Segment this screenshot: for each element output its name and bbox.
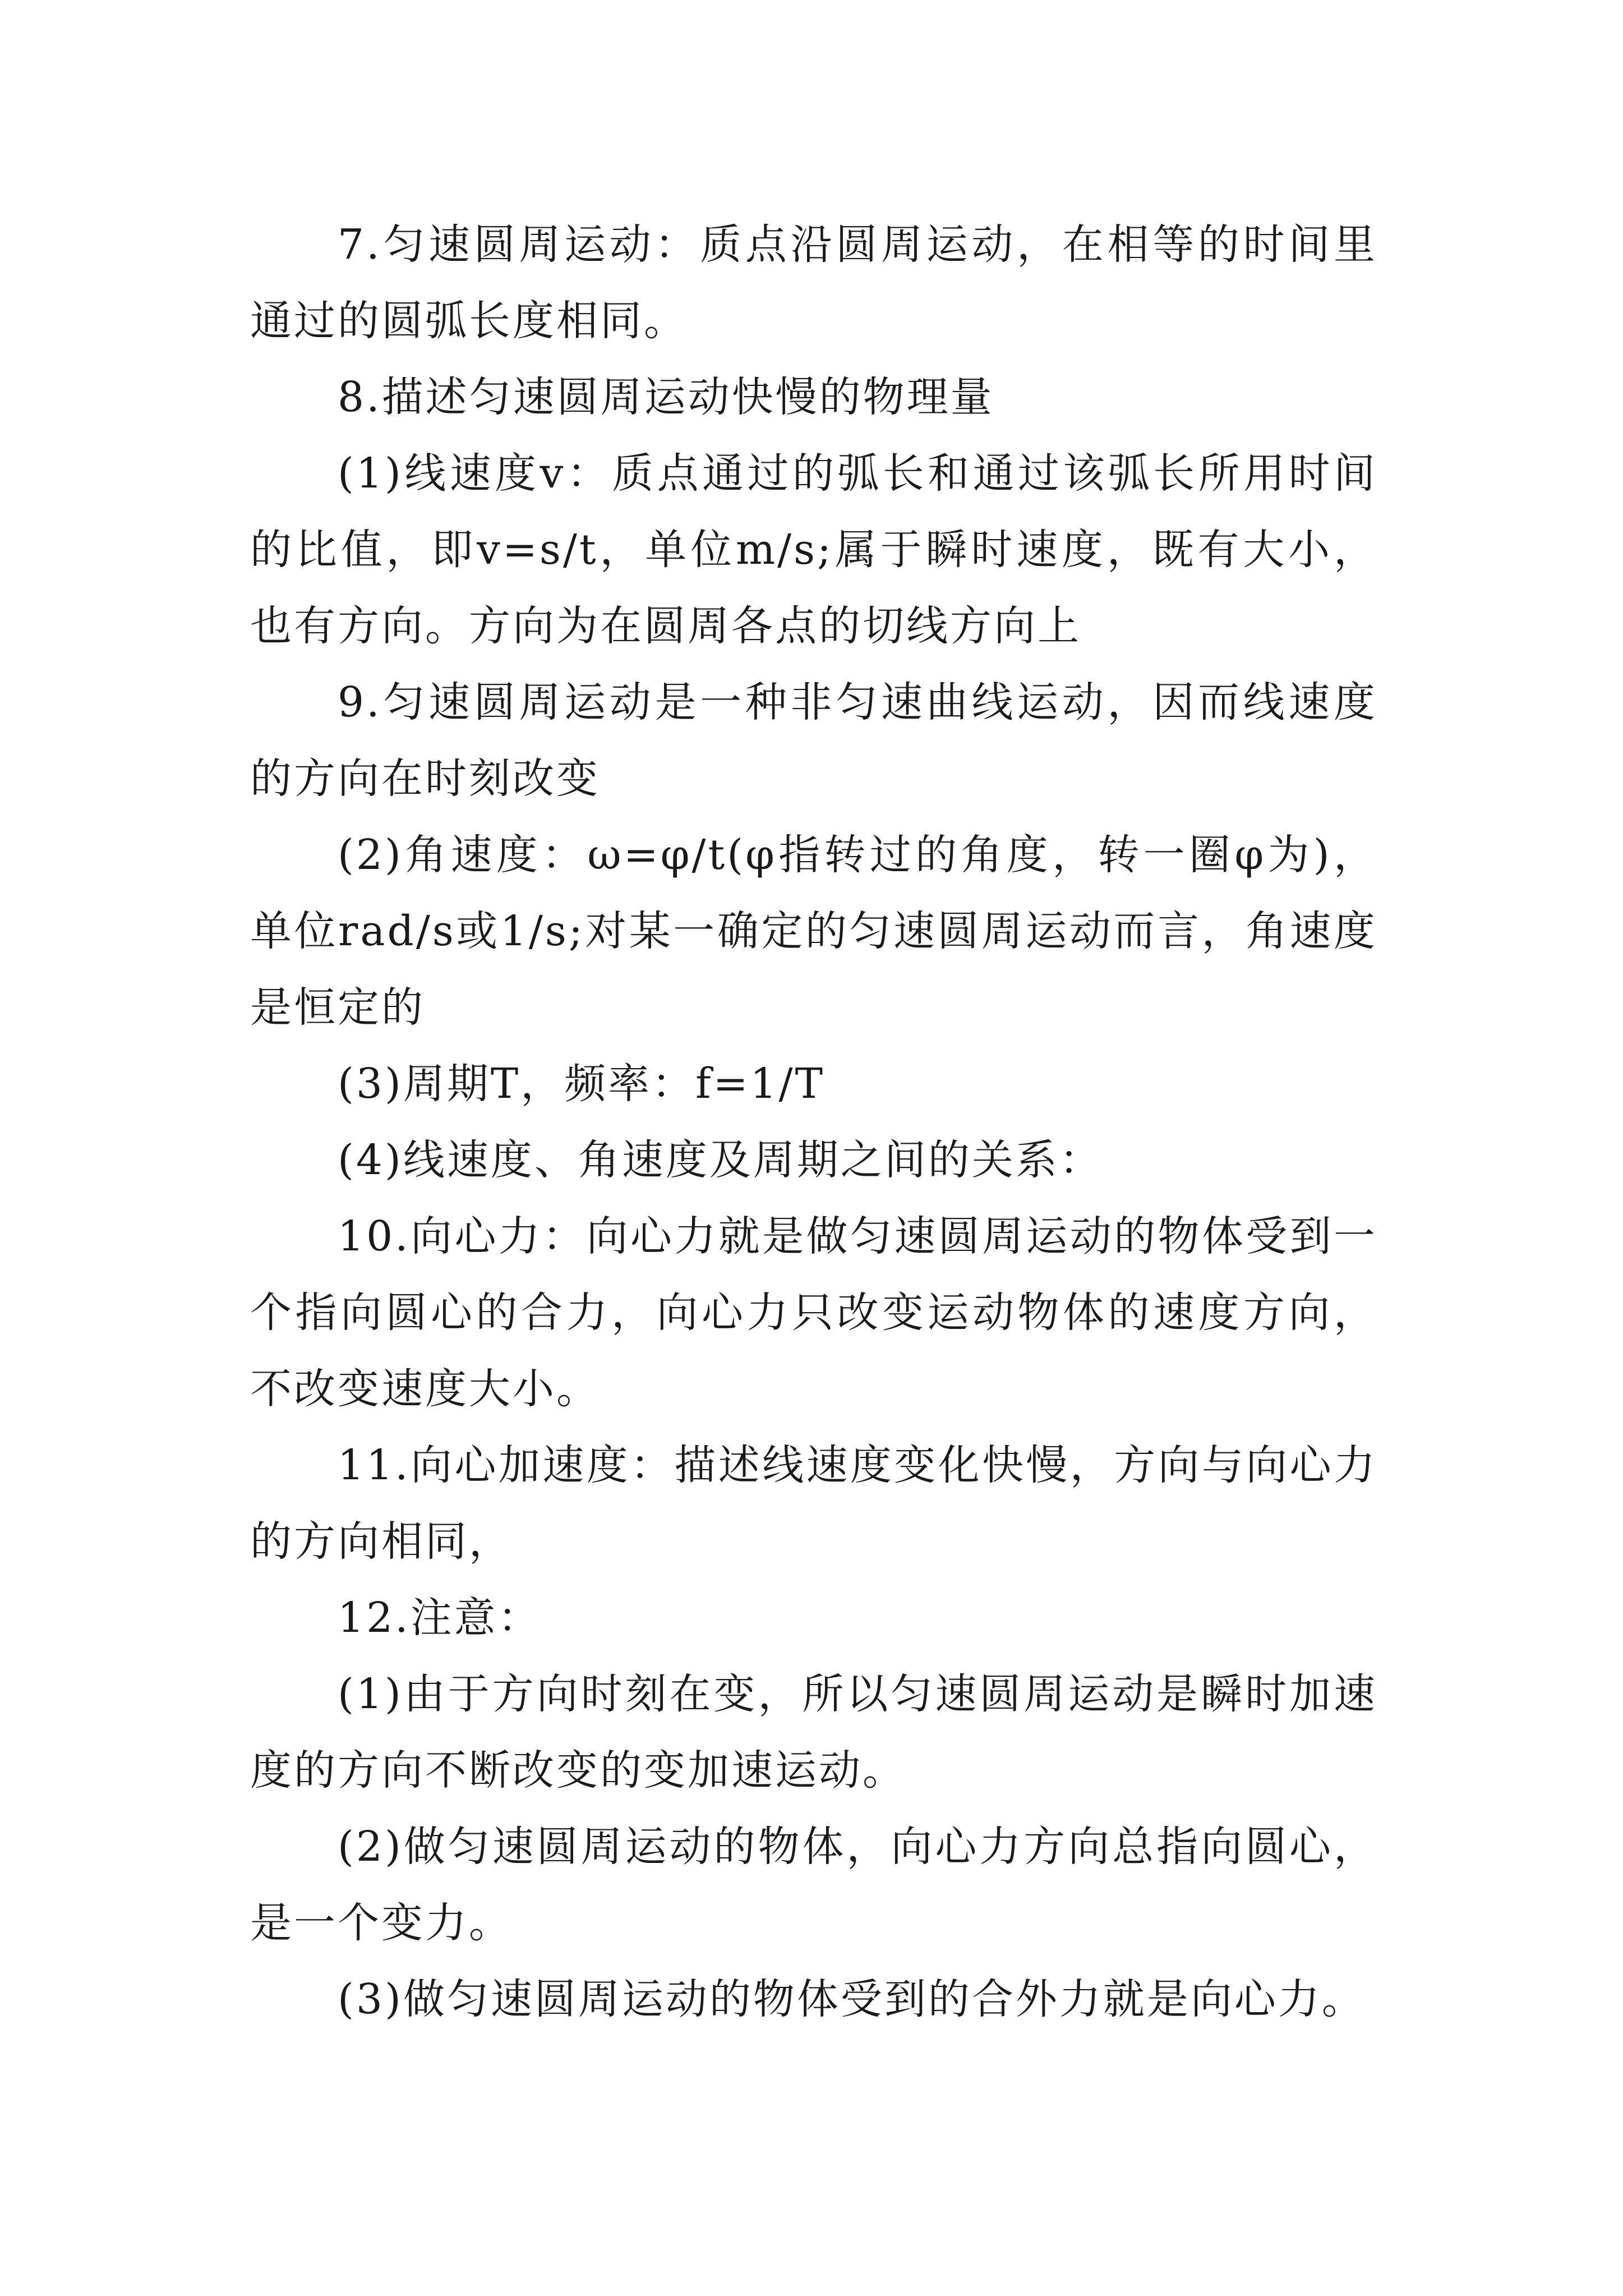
paragraph-note-2: (2)做匀速圆周运动的物体，向心力方向总指向圆心，是一个变力。: [250, 1823, 1377, 1947]
paragraph-9-nonuniform-curve-motion: 9.匀速圆周运动是一种非匀速曲线运动，因而线速度的方向在时刻改变: [250, 678, 1377, 803]
paragraph-linear-velocity: (1)线速度v：质点通过的弧长和通过该弧长所用时间的比值，即v=s/t，单位m/s;属于瞬时速度，既有大小，也有方向。方向为在圆周各点的切线方向上: [250, 449, 1377, 650]
paragraph-8-physical-quantities: 8.描述匀速圆周运动快慢的物理量: [338, 373, 994, 421]
paragraph-period-frequency: (3)周期T，频率：f=1/T: [338, 1060, 825, 1108]
document-body: [250, 206, 1377, 2037]
paragraph-note-3: (3)做匀速圆周运动的物体受到的合外力就是向心力。: [338, 1975, 1366, 2023]
paragraph-angular-velocity: (2)角速度：ω=φ/t(φ指转过的角度，转一圈φ为)，单位rad/s或1/s;对某一确定的匀速圆周运动而言，角速度是恒定的: [250, 831, 1377, 1032]
paragraph-note-1: (1)由于方向时刻在变，所以匀速圆周运动是瞬时加速度的方向不断改变的变加速运动。: [250, 1670, 1377, 1795]
paragraph-relationship: (4)线速度、角速度及周期之间的关系：: [338, 1136, 1103, 1184]
paragraph-7-uniform-circular-motion: 7.匀速圆周运动：质点沿圆周运动，在相等的时间里通过的圆弧长度相同。: [250, 220, 1377, 345]
paragraph-10-centripetal-force: 10.向心力：向心力就是做匀速圆周运动的物体受到一个指向圆心的合力，向心力只改变运动物体的速度方向，不改变速度大小。: [250, 1212, 1377, 1413]
paragraph-11-centripetal-acceleration: 11.向心加速度：描述线速度变化快慢，方向与向心力的方向相同，: [250, 1441, 1377, 1566]
paragraph-12-notes: 12.注意：: [338, 1594, 542, 1642]
